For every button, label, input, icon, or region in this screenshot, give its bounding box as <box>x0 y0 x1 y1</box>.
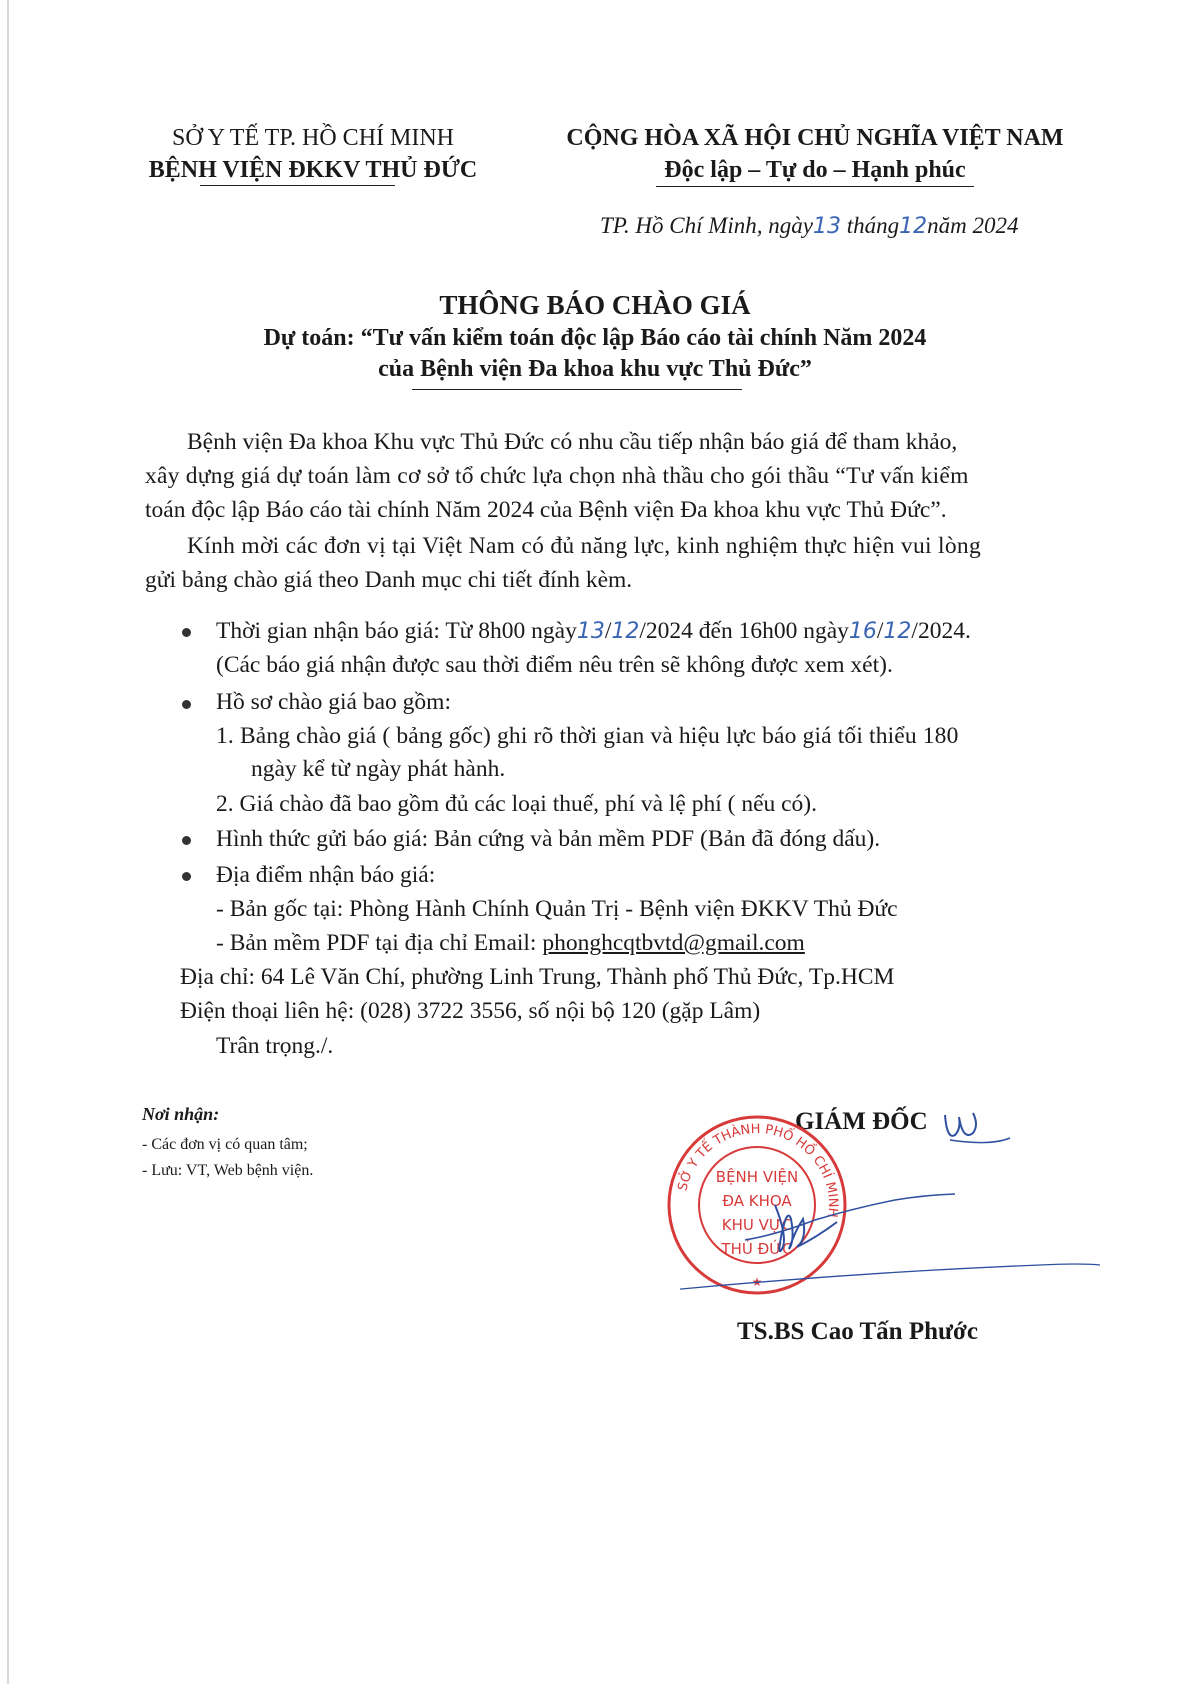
agency-parent: SỞ Y TẾ TP. HỒ CHÍ MINH <box>171 125 455 151</box>
recipients-heading: Nơi nhận: <box>142 1104 220 1124</box>
document-subtitle-2: của Bệnh viện Đa khoa khu vực Thủ Đức” <box>378 356 812 382</box>
bullet-2-text: Hồ sơ chào giá bao gồm: <box>216 689 451 715</box>
bullet-2-item-1: 1. Bảng chào giá ( bảng gốc) ghi rõ thời gian và hiệu lực báo giá tối thiểu 180 <box>216 723 959 749</box>
bullet-3 <box>182 836 191 845</box>
motto-underline <box>656 186 974 187</box>
date-month-label: tháng <box>846 213 900 238</box>
receive-start-month: 12 <box>611 619 640 644</box>
agency-underline <box>200 185 395 186</box>
closing-text: Trân trọng./. <box>216 1033 334 1059</box>
para2-line2: gửi bảng chào giá theo Danh mục chi tiết đính kèm. <box>145 567 633 593</box>
recipient-item-1: - Các đơn vị có quan tâm; <box>142 1136 308 1153</box>
date-line <box>600 213 1019 239</box>
receive-time-end: /2024. <box>911 618 971 644</box>
bullet-2 <box>182 700 191 709</box>
bullet-4-sub-2 <box>216 930 805 957</box>
bullet-1 <box>182 628 191 637</box>
date-month: 12 <box>899 214 928 239</box>
stamp-line-1: BỆNH VIỆN <box>715 1168 799 1186</box>
title-underline <box>412 389 742 390</box>
receive-end-day: 16 <box>848 619 877 644</box>
bullet-3-text: Hình thức gửi báo giá: Bản cứng và bản mềm PDF (Bản đã đóng dấu). <box>216 826 881 852</box>
national-motto: Độc lập – Tự do – Hạnh phúc <box>664 157 966 183</box>
agency-name: BỆNH VIỆN ĐKKV THỦ ĐỨC <box>148 157 478 183</box>
signer-name: TS.BS Cao Tấn Phước <box>737 1318 978 1345</box>
bullet-4-sub-1: - Bản gốc tại: Phòng Hành Chính Quản Trị - Bệnh viện ĐKKV Thủ Đức <box>216 896 898 922</box>
email-link[interactable]: phonghcqtbvtd@gmail.com <box>542 930 805 956</box>
stamp-line-2: ĐA KHOA <box>722 1192 792 1210</box>
national-name: CỘNG HÒA XÃ HỘI CHỦ NGHĨA VIỆT NAM <box>566 125 1064 151</box>
para2-line1: Kính mời các đơn vị tại Việt Nam có đủ năng lực, kinh nghiệm thực hiện vui lòng <box>187 533 982 559</box>
date-prefix: TP. Hồ Chí Minh, ngày <box>600 213 813 238</box>
stamp-line-3: KHU VỰC <box>721 1216 793 1234</box>
recipient-item-2: - Lưu: VT, Web bệnh viện. <box>142 1162 314 1179</box>
bullet-1-note: (Các báo giá nhận được sau thời điểm nêu trên sẽ không được xem xét). <box>216 652 893 678</box>
date-year: năm 2024 <box>927 213 1019 238</box>
para1-line1: Bệnh viện Đa khoa Khu vực Thủ Đức có nhu cầu tiếp nhận báo giá để tham khảo, <box>187 429 958 455</box>
contact-address: Địa chỉ: 64 Lê Văn Chí, phường Linh Trung, Thành phố Thủ Đức, Tp.HCM <box>180 964 895 990</box>
bullet-4-text: Địa điểm nhận báo giá: <box>216 862 436 888</box>
date-separator: / <box>876 618 884 644</box>
bullet-2-item-1-cont: ngày kể từ ngày phát hành. <box>251 756 506 782</box>
receive-start-day: 13 <box>576 619 605 644</box>
signature-title: GIÁM ĐỐC <box>795 1108 928 1135</box>
email-prefix: - Bản mềm PDF tại địa chỉ Email: <box>216 930 543 956</box>
date-separator: / <box>604 618 612 644</box>
para1-line3: toán độc lập Báo cáo tài chính Năm 2024 của Bệnh viện Đa khoa khu vực Thủ Đức”. <box>145 497 947 523</box>
header-agency <box>118 122 508 186</box>
header-national <box>530 122 1100 186</box>
stamp-ring-text: SỞ Y TẾ THÀNH PHỐ HỒ CHÍ MINH <box>675 1121 841 1219</box>
date-day: 13 <box>812 214 841 239</box>
stamp-star-icon: ★ <box>751 1275 763 1289</box>
bullet-1-text <box>216 618 971 645</box>
receive-time-prefix: Thời gian nhận báo giá: Từ 8h00 ngày <box>216 618 577 644</box>
scan-border <box>7 0 9 1684</box>
stamp-line-4: THỦ ĐỨC <box>721 1240 793 1258</box>
para1-line2: xây dựng giá dự toán làm cơ sở tổ chức lựa chọn nhà thầu cho gói thầu “Tư vấn kiểm <box>145 463 969 489</box>
bullet-2-item-2: 2. Giá chào đã bao gồm đủ các loại thuế, phí và lệ phí ( nếu có). <box>216 791 818 817</box>
receive-time-mid: /2024 đến 16h00 ngày <box>639 618 849 644</box>
receive-end-month: 12 <box>883 619 912 644</box>
contact-phone: Điện thoại liên hệ: (028) 3722 3556, số nội bộ 120 (gặp Lâm) <box>180 998 761 1024</box>
bullet-4 <box>182 872 191 881</box>
handwritten-signature <box>680 1095 1100 1325</box>
document-title: THÔNG BÁO CHÀO GIÁ <box>439 290 751 320</box>
document-subtitle-1: Dự toán: “Tư vấn kiểm toán độc lập Báo cáo tài chính Năm 2024 <box>263 325 927 351</box>
